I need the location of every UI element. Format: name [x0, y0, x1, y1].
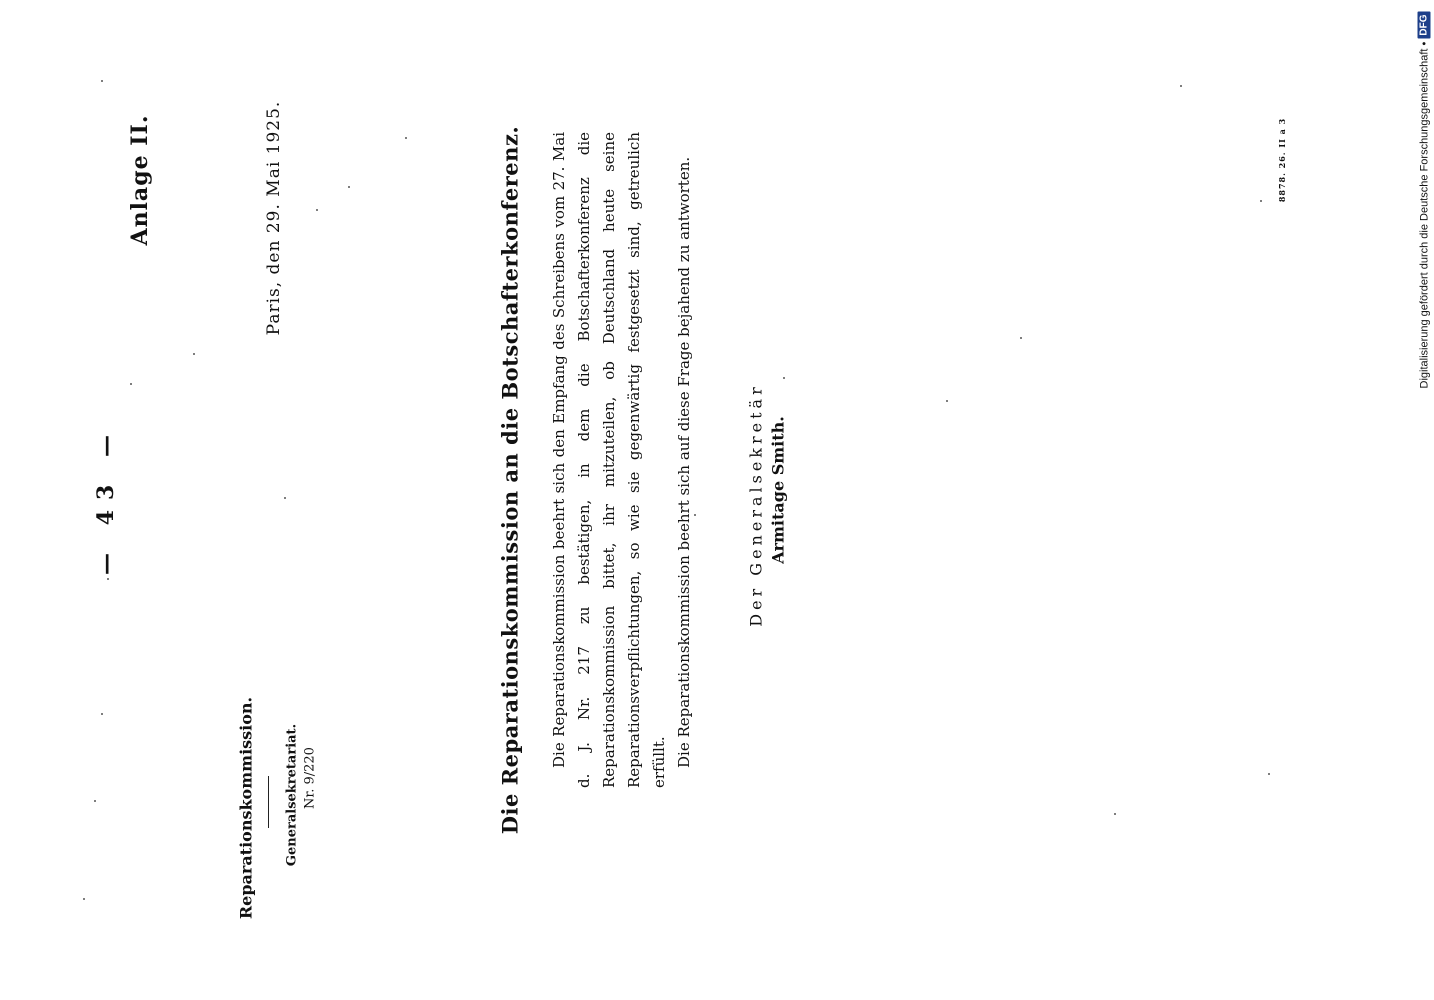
scan-speck	[193, 353, 195, 355]
letter-body	[547, 132, 697, 788]
print-code: 8878. 26. II a 3	[1277, 117, 1287, 203]
scan-speck	[1268, 773, 1270, 775]
scan-speck	[83, 898, 85, 900]
signature-name: Armitage Smith.	[768, 416, 788, 564]
scan-speck	[101, 80, 103, 82]
scan-speck	[94, 800, 96, 802]
scan-speck	[405, 137, 407, 139]
scan-speck	[348, 186, 350, 188]
sender-organization: Reparationskommission.	[236, 696, 256, 920]
sender-divider	[268, 776, 269, 828]
annex-title: Anlage II.	[127, 114, 153, 246]
digitization-credit-text: Digitalisierung gefördert durch die Deutsche Forschungsgemeinschaft •	[1418, 41, 1430, 389]
dfg-logo: DFG	[1418, 12, 1431, 39]
scan-speck	[1114, 813, 1116, 815]
digitization-credit	[1418, 12, 1431, 389]
scan-speck	[130, 383, 132, 385]
place-date: Paris, den 29. Mai 1925.	[264, 100, 284, 336]
sender-department: Generalsekretariat.	[284, 723, 300, 867]
scan-speck	[1020, 337, 1022, 339]
scan-speck	[107, 578, 109, 580]
scan-speck	[1180, 85, 1182, 87]
scan-speck	[284, 497, 286, 499]
page-number: — 43 —	[93, 425, 119, 575]
body-paragraph-1: Die Reparationskommission beehrt sich den Empfang des Schreibens vom 27. Mai d. J. Nr. 217 zu bestätigen, in dem die Botschafterkonferenz die Reparationskommission bittet, ihr mitzuteilen, ob Deutschland heute seine Reparationsverpflichtungen, so wie sie gegenwärtig festgesetzt sind, getreulich erfüllt.	[550, 132, 668, 788]
body-paragraph-2: Die Reparationskommission beehrt sich auf diese Frage bejahend zu antworten.	[675, 156, 693, 768]
scan-speck	[783, 377, 785, 379]
sender-reference: Nr. 9/220	[302, 747, 318, 809]
scan-speck	[694, 514, 696, 516]
scan-speck	[101, 713, 103, 715]
signature-title: Der Generalsekretär	[746, 383, 766, 627]
scan-speck	[946, 400, 948, 402]
document-heading: Die Reparationskommission an die Botschafterkonferenz.	[497, 125, 523, 835]
scan-speck	[316, 209, 318, 211]
scan-speck	[1260, 200, 1262, 202]
